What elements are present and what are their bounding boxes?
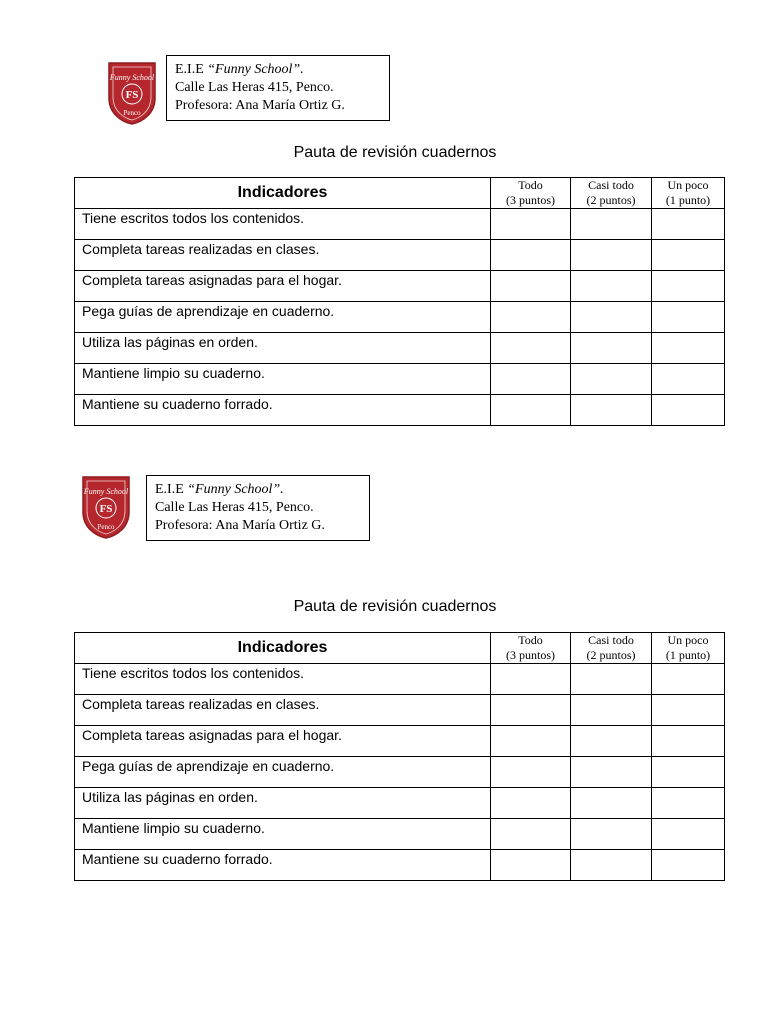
score-cell[interactable] (571, 757, 652, 788)
indicator-label: Utiliza las páginas en orden. (75, 788, 491, 819)
score-cell[interactable] (652, 364, 725, 395)
indicator-label: Mantiene su cuaderno forrado. (75, 395, 491, 426)
score-cell[interactable] (491, 240, 571, 271)
svg-text:FS: FS (125, 89, 139, 101)
score-cell[interactable] (571, 819, 652, 850)
score-cell[interactable] (571, 664, 652, 695)
review-table (74, 632, 725, 881)
table-row (75, 695, 725, 726)
score-cell[interactable] (571, 209, 652, 240)
score-cell[interactable] (652, 271, 725, 302)
score-cell[interactable] (491, 271, 571, 302)
score-cell[interactable] (491, 209, 571, 240)
school-name-line: E.I.E “Funny School”. (175, 62, 304, 77)
table-row (75, 302, 725, 333)
score-cell[interactable] (491, 395, 571, 426)
indicator-label: Mantiene su cuaderno forrado. (75, 850, 491, 881)
score-cell[interactable] (652, 209, 725, 240)
score-cell[interactable] (652, 757, 725, 788)
score-cell[interactable] (571, 333, 652, 364)
table-row (75, 271, 725, 302)
teacher-name: Profesora: Ana María Ortiz G. (175, 98, 345, 113)
score-cell[interactable] (652, 333, 725, 364)
score-cell[interactable] (491, 302, 571, 333)
indicator-label: Completa tareas realizadas en clases. (75, 240, 491, 271)
indicator-label: Utiliza las páginas en orden. (75, 333, 491, 364)
school-name: “Funny School”. (207, 62, 304, 77)
score-cell[interactable] (491, 757, 571, 788)
column-casi-todo: Casi todo (2 puntos) (571, 633, 652, 664)
school-name: “Funny School”. (187, 482, 284, 497)
school-address: Calle Las Heras 415, Penco. (155, 500, 314, 515)
school-address: Calle Las Heras 415, Penco. (175, 80, 334, 95)
svg-text:Funny School: Funny School (109, 73, 155, 82)
score-cell[interactable] (571, 695, 652, 726)
indicators-header: Indicadores (75, 633, 491, 664)
score-cell[interactable] (571, 240, 652, 271)
score-cell[interactable] (571, 302, 652, 333)
teacher-name: Profesora: Ana María Ortiz G. (155, 518, 325, 533)
review-table (74, 177, 725, 426)
score-cell[interactable] (491, 695, 571, 726)
score-cell[interactable] (652, 302, 725, 333)
table-row (75, 664, 725, 695)
column-un-poco: Un poco (1 punto) (652, 633, 725, 664)
table-header-row (75, 633, 725, 664)
score-cell[interactable] (652, 788, 725, 819)
indicator-label: Completa tareas asignadas para el hogar. (75, 726, 491, 757)
column-todo: Todo (3 puntos) (491, 178, 571, 209)
indicator-label: Mantiene limpio su cuaderno. (75, 819, 491, 850)
svg-text:Penco: Penco (97, 523, 115, 531)
indicator-label: Completa tareas asignadas para el hogar. (75, 271, 491, 302)
indicator-label: Tiene escritos todos los contenidos. (75, 209, 491, 240)
score-cell[interactable] (652, 664, 725, 695)
score-cell[interactable] (652, 695, 725, 726)
score-cell[interactable] (571, 850, 652, 881)
indicator-label: Pega guías de aprendizaje en cuaderno. (75, 757, 491, 788)
table-row (75, 209, 725, 240)
score-cell[interactable] (491, 819, 571, 850)
column-un-poco: Un poco (1 punto) (652, 178, 725, 209)
score-cell[interactable] (571, 726, 652, 757)
page-title: Pauta de revisión cuadernos (293, 598, 497, 615)
score-cell[interactable] (491, 664, 571, 695)
score-cell[interactable] (571, 364, 652, 395)
table-row (75, 819, 725, 850)
indicator-label: Tiene escritos todos los contenidos. (75, 664, 491, 695)
score-cell[interactable] (652, 850, 725, 881)
indicator-label: Pega guías de aprendizaje en cuaderno. (75, 302, 491, 333)
score-cell[interactable] (652, 240, 725, 271)
school-logo-icon (106, 60, 158, 126)
table-row (75, 364, 725, 395)
table-row (75, 726, 725, 757)
indicators-header: Indicadores (75, 178, 491, 209)
table-row (75, 333, 725, 364)
score-cell[interactable] (491, 364, 571, 395)
score-cell[interactable] (491, 850, 571, 881)
svg-text:Funny School: Funny School (83, 487, 129, 496)
column-todo: Todo (3 puntos) (491, 633, 571, 664)
score-cell[interactable] (571, 395, 652, 426)
score-cell[interactable] (491, 333, 571, 364)
score-cell[interactable] (652, 395, 725, 426)
school-name-line: E.I.E “Funny School”. (155, 482, 284, 497)
table-header-row (75, 178, 725, 209)
svg-text:FS: FS (99, 503, 113, 515)
score-cell[interactable] (652, 819, 725, 850)
school-info-box (146, 475, 370, 541)
score-cell[interactable] (491, 726, 571, 757)
school-logo-icon (80, 474, 132, 540)
indicator-label: Mantiene limpio su cuaderno. (75, 364, 491, 395)
score-cell[interactable] (571, 788, 652, 819)
score-cell[interactable] (571, 271, 652, 302)
school-info-box (166, 55, 390, 121)
page-title: Pauta de revisión cuadernos (293, 144, 497, 161)
table-row (75, 788, 725, 819)
svg-text:Penco: Penco (123, 109, 141, 117)
column-casi-todo: Casi todo (2 puntos) (571, 178, 652, 209)
table-row (75, 240, 725, 271)
table-row (75, 850, 725, 881)
table-row (75, 395, 725, 426)
table-row (75, 757, 725, 788)
score-cell[interactable] (491, 788, 571, 819)
indicator-label: Completa tareas realizadas en clases. (75, 695, 491, 726)
score-cell[interactable] (652, 726, 725, 757)
